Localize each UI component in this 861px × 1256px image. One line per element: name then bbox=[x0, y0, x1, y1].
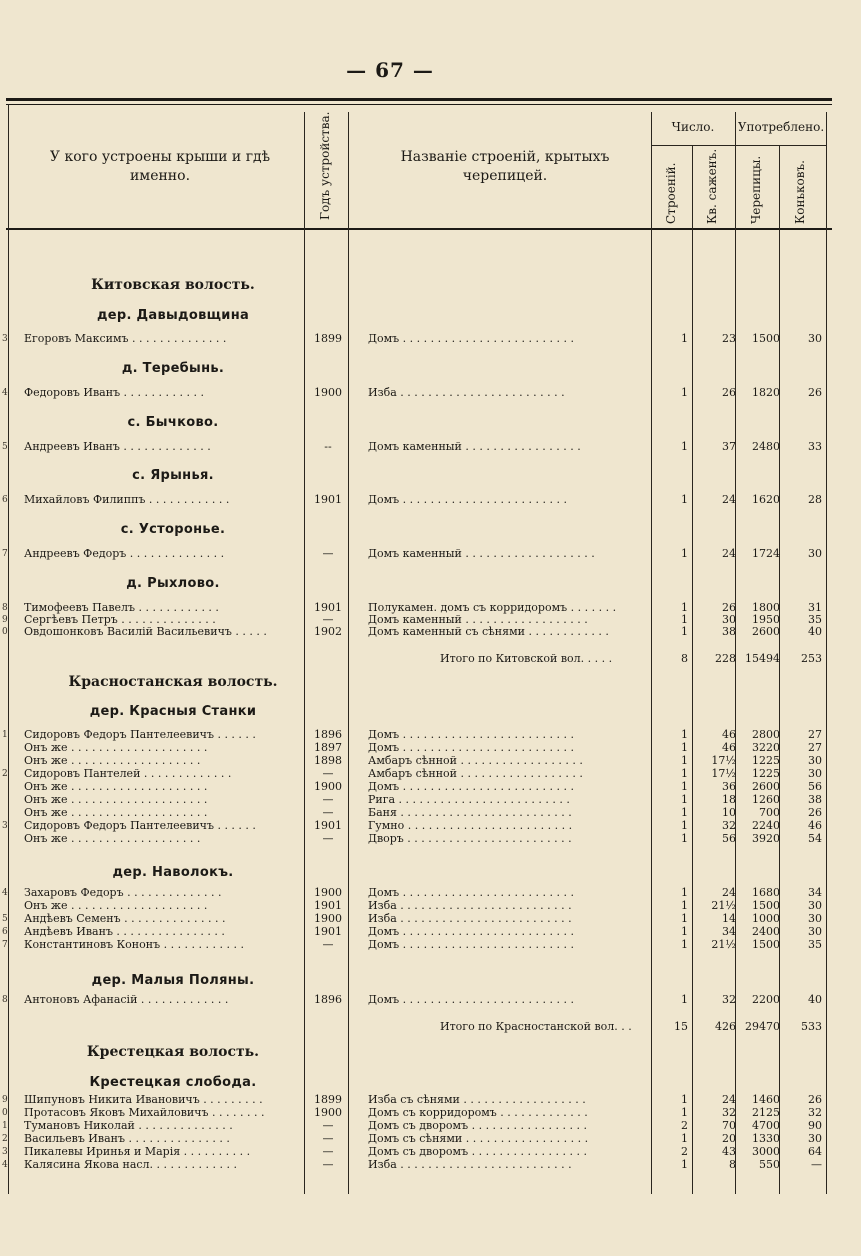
year-cell: -- bbox=[324, 440, 332, 453]
ridges-count: 26 bbox=[808, 806, 822, 819]
table-row bbox=[0, 741, 861, 755]
owner-name: Сергѣевъ Петръ . . . . . . . . . . . . . . bbox=[24, 613, 216, 626]
building-name: Домъ . . . . . . . . . . . . . . . . . . . . . . . . . bbox=[368, 780, 574, 793]
square-sazhen: 14 bbox=[722, 912, 736, 925]
buildings-count: 1 bbox=[681, 793, 688, 806]
year-cell: — bbox=[322, 1158, 334, 1171]
village-heading: дер. Наволокъ. bbox=[112, 865, 234, 880]
table-row bbox=[0, 806, 861, 820]
building-name: Домъ . . . . . . . . . . . . . . . . . . . . . . . . . bbox=[368, 741, 574, 754]
row-number: 5 bbox=[2, 442, 8, 452]
village-heading: с. Ярынья. bbox=[132, 468, 214, 483]
ridges-count: 30 bbox=[808, 754, 822, 767]
top-rule-thin bbox=[6, 104, 832, 105]
owner-name: Онъ же . . . . . . . . . . . . . . . . . . . . bbox=[24, 741, 208, 754]
square-sazhen: 17½ bbox=[711, 754, 736, 767]
row-number: 6 bbox=[2, 495, 8, 505]
owner-name: Сидоровъ Федоръ Пантелеевичъ . . . . . . bbox=[24, 728, 256, 741]
buildings-count: 1 bbox=[681, 728, 688, 741]
ridges-count: 35 bbox=[808, 938, 822, 951]
year-cell: 1898 bbox=[314, 754, 342, 767]
buildings-count: 2 bbox=[681, 1119, 688, 1132]
table-row bbox=[0, 386, 861, 400]
ridges-count: 90 bbox=[808, 1119, 822, 1132]
building-name: Домъ . . . . . . . . . . . . . . . . . . . . . . . . . bbox=[368, 728, 574, 741]
year-cell: 1896 bbox=[314, 728, 342, 741]
building-name: Домъ съ сѣнями . . . . . . . . . . . . . . . . . . bbox=[368, 1132, 589, 1145]
square-sazhen: 20 bbox=[722, 1132, 736, 1145]
village-heading: с. Бычково. bbox=[127, 415, 219, 430]
year-cell: — bbox=[322, 793, 334, 806]
tiles-count: 1225 bbox=[752, 754, 780, 767]
ridges-count: 30 bbox=[808, 912, 822, 925]
year-cell: 1900 bbox=[314, 386, 342, 399]
row-number: 2 bbox=[2, 1134, 8, 1144]
square-sazhen: 21½ bbox=[711, 938, 736, 951]
tiles-count: 1225 bbox=[752, 767, 780, 780]
square-sazhen: 46 bbox=[722, 741, 736, 754]
square-sazhen: 32 bbox=[722, 819, 736, 832]
header-count-buildings: Строеній. bbox=[664, 162, 678, 224]
year-cell: 1902 bbox=[314, 625, 342, 638]
buildings-count: 1 bbox=[681, 938, 688, 951]
tiles-count: 1460 bbox=[752, 1093, 780, 1106]
year-cell: 1896 bbox=[314, 993, 342, 1006]
buildings-count: 1 bbox=[681, 493, 688, 506]
row-number: 8 bbox=[2, 995, 8, 1005]
table-row bbox=[0, 1145, 861, 1159]
ridges-count: 26 bbox=[808, 1093, 822, 1106]
building-name: Домъ . . . . . . . . . . . . . . . . . . . . . . . . . bbox=[368, 938, 574, 951]
building-name: Амбаръ сѣнной . . . . . . . . . . . . . . . . . . bbox=[368, 754, 583, 767]
square-sazhen: 56 bbox=[722, 832, 736, 845]
table-row bbox=[0, 793, 861, 807]
row-number: 9 bbox=[2, 1095, 8, 1105]
owner-name: Овдошонковъ Василій Васильевичъ . . . . . bbox=[24, 625, 267, 638]
building-name: Домъ каменный . . . . . . . . . . . . . . . . . bbox=[368, 440, 581, 453]
year-cell: 1900 bbox=[314, 912, 342, 925]
total-buildings: 15 bbox=[674, 1020, 688, 1033]
ridges-count: 35 bbox=[808, 613, 822, 626]
total-label: Итого по Китовской вол. . . . . bbox=[440, 652, 613, 665]
tiles-count: 1950 bbox=[752, 613, 780, 626]
buildings-count: 1 bbox=[681, 993, 688, 1006]
buildings-count: 1 bbox=[681, 440, 688, 453]
table-row bbox=[0, 1106, 861, 1120]
buildings-count: 1 bbox=[681, 1106, 688, 1119]
building-name: Амбаръ сѣнной . . . . . . . . . . . . . . . . . . bbox=[368, 767, 583, 780]
square-sazhen: 26 bbox=[722, 601, 736, 614]
owner-name: Федоровъ Иванъ . . . . . . . . . . . . bbox=[24, 386, 204, 399]
year-cell: — bbox=[322, 832, 334, 845]
table-row bbox=[0, 912, 861, 926]
square-sazhen: 34 bbox=[722, 925, 736, 938]
table-row bbox=[0, 819, 861, 833]
header-used-group: Употреблено. bbox=[737, 120, 825, 134]
buildings-count: 1 bbox=[681, 1093, 688, 1106]
village-heading: дер. Малыя Поляны. bbox=[91, 973, 255, 988]
buildings-count: 1 bbox=[681, 625, 688, 638]
building-name: Домъ каменный съ сѣнями . . . . . . . . . . . . bbox=[368, 625, 609, 638]
owner-name: Андреевъ Федоръ . . . . . . . . . . . . . . bbox=[24, 547, 225, 560]
ridges-count: 38 bbox=[808, 793, 822, 806]
tiles-count: 3000 bbox=[752, 1145, 780, 1158]
building-name: Домъ каменный . . . . . . . . . . . . . . . . . . bbox=[368, 613, 588, 626]
square-sazhen: 24 bbox=[722, 1093, 736, 1106]
row-number: 4 bbox=[2, 1160, 8, 1170]
square-sazhen: 10 bbox=[722, 806, 736, 819]
tiles-count: 1500 bbox=[752, 899, 780, 912]
tiles-count: 1000 bbox=[752, 912, 780, 925]
table-row bbox=[0, 754, 861, 768]
year-cell: 1901 bbox=[314, 601, 342, 614]
total-row bbox=[0, 652, 861, 666]
building-name: Домъ . . . . . . . . . . . . . . . . . . . . . . . . . bbox=[368, 925, 574, 938]
owner-name: Тумановъ Николай . . . . . . . . . . . . . . bbox=[24, 1119, 233, 1132]
tiles-count: 2200 bbox=[752, 993, 780, 1006]
table-row bbox=[0, 332, 861, 346]
ridges-count: 64 bbox=[808, 1145, 822, 1158]
buildings-count: 1 bbox=[681, 754, 688, 767]
village-heading: Крестецкая слобода. bbox=[89, 1075, 257, 1090]
tiles-count: 2240 bbox=[752, 819, 780, 832]
table-row bbox=[0, 728, 861, 742]
square-sazhen: 21½ bbox=[711, 899, 736, 912]
building-name: Рига . . . . . . . . . . . . . . . . . . . . . . . . . bbox=[368, 793, 570, 806]
square-sazhen: 24 bbox=[722, 547, 736, 560]
square-sazhen: 30 bbox=[722, 613, 736, 626]
table-row bbox=[0, 440, 861, 454]
tiles-count: 2800 bbox=[752, 728, 780, 741]
tiles-count: 550 bbox=[759, 1158, 780, 1171]
row-number: 3 bbox=[2, 821, 8, 831]
row-number: 6 bbox=[2, 927, 8, 937]
buildings-count: 1 bbox=[681, 886, 688, 899]
buildings-count: 1 bbox=[681, 832, 688, 845]
header-used-ridges: Коньковъ. bbox=[793, 160, 807, 224]
tiles-count: 2600 bbox=[752, 625, 780, 638]
tiles-count: 1330 bbox=[752, 1132, 780, 1145]
owner-name: Андреевъ Иванъ . . . . . . . . . . . . . bbox=[24, 440, 211, 453]
row-number: 0 bbox=[2, 1108, 8, 1118]
square-sazhen: 26 bbox=[722, 386, 736, 399]
header-rule bbox=[6, 228, 832, 230]
owner-name: Онъ же . . . . . . . . . . . . . . . . . . . bbox=[24, 832, 201, 845]
header-year: Годъ устройства. bbox=[318, 111, 332, 220]
year-cell: — bbox=[322, 806, 334, 819]
square-sazhen: 70 bbox=[722, 1119, 736, 1132]
buildings-count: 1 bbox=[681, 767, 688, 780]
square-sazhen: 43 bbox=[722, 1145, 736, 1158]
ridges-count: 30 bbox=[808, 1132, 822, 1145]
year-cell: 1901 bbox=[314, 819, 342, 832]
col-line-6 bbox=[779, 145, 780, 1194]
ridges-count: 32 bbox=[808, 1106, 822, 1119]
year-cell: 1901 bbox=[314, 493, 342, 506]
square-sazhen: 32 bbox=[722, 1106, 736, 1119]
row-number: 7 bbox=[2, 940, 8, 950]
owner-name: Васильевъ Иванъ . . . . . . . . . . . . . . . bbox=[24, 1132, 230, 1145]
year-cell: — bbox=[322, 767, 334, 780]
ridges-count: 33 bbox=[808, 440, 822, 453]
owner-name: Захаровъ Федоръ . . . . . . . . . . . . . . bbox=[24, 886, 222, 899]
total-buildings: 8 bbox=[681, 652, 688, 665]
tiles-count: 1260 bbox=[752, 793, 780, 806]
buildings-count: 1 bbox=[681, 1158, 688, 1171]
header-count-sq: Кв. саженъ. bbox=[705, 148, 719, 224]
tiles-count: 4700 bbox=[752, 1119, 780, 1132]
building-name: Домъ . . . . . . . . . . . . . . . . . . . . . . . . bbox=[368, 493, 567, 506]
row-number: 9 bbox=[2, 615, 8, 625]
table-row bbox=[0, 1119, 861, 1133]
owner-name: Андѣевъ Иванъ . . . . . . . . . . . . . . . . bbox=[24, 925, 225, 938]
volost-heading: Красностанская волость. bbox=[68, 674, 278, 690]
building-name: Изба . . . . . . . . . . . . . . . . . . . . . . . . bbox=[368, 386, 565, 399]
building-name: Домъ съ корридоромъ . . . . . . . . . . . . . bbox=[368, 1106, 588, 1119]
year-cell: 1900 bbox=[314, 1106, 342, 1119]
square-sazhen: 23 bbox=[722, 332, 736, 345]
header-subrule bbox=[652, 145, 826, 146]
buildings-count: 1 bbox=[681, 547, 688, 560]
building-name: Изба . . . . . . . . . . . . . . . . . . . . . . . . . bbox=[368, 899, 572, 912]
row-number: 5 bbox=[2, 914, 8, 924]
tiles-count: 3920 bbox=[752, 832, 780, 845]
owner-name: Протасовъ Яковъ Михайловичъ . . . . . . . . bbox=[24, 1106, 265, 1119]
tiles-count: 1800 bbox=[752, 601, 780, 614]
ridges-count: 54 bbox=[808, 832, 822, 845]
owner-name: Онъ же . . . . . . . . . . . . . . . . . . . . bbox=[24, 793, 208, 806]
square-sazhen: 46 bbox=[722, 728, 736, 741]
table-row bbox=[0, 1093, 861, 1107]
year-cell: 1900 bbox=[314, 886, 342, 899]
ridges-count: 26 bbox=[808, 386, 822, 399]
year-cell: — bbox=[322, 613, 334, 626]
ridges-count: 27 bbox=[808, 741, 822, 754]
buildings-count: 1 bbox=[681, 925, 688, 938]
year-cell: 1897 bbox=[314, 741, 342, 754]
table-row bbox=[0, 832, 861, 846]
buildings-count: 1 bbox=[681, 741, 688, 754]
tiles-count: 2600 bbox=[752, 780, 780, 793]
building-name: Баня . . . . . . . . . . . . . . . . . . . . . . . . . bbox=[368, 806, 572, 819]
total-ridges: 253 bbox=[801, 652, 822, 665]
tiles-count: 1680 bbox=[752, 886, 780, 899]
building-name: Полукамен. домъ съ корридоромъ . . . . . . . bbox=[368, 601, 617, 614]
header-count-group: Число. bbox=[671, 120, 715, 134]
total-row bbox=[0, 1020, 861, 1034]
buildings-count: 1 bbox=[681, 899, 688, 912]
buildings-count: 1 bbox=[681, 601, 688, 614]
owner-name: Калясина Якова насл. . . . . . . . . . . . . bbox=[24, 1158, 237, 1171]
owner-name: Пикалевы Иринья и Марія . . . . . . . . . . bbox=[24, 1145, 251, 1158]
owner-name: Константиновъ Кононъ . . . . . . . . . . . . bbox=[24, 938, 244, 951]
year-cell: — bbox=[322, 1119, 334, 1132]
building-name: Домъ . . . . . . . . . . . . . . . . . . . . . . . . . bbox=[368, 886, 574, 899]
building-name: Домъ каменный . . . . . . . . . . . . . . . . . . . bbox=[368, 547, 595, 560]
ridges-count: 56 bbox=[808, 780, 822, 793]
tiles-count: 1724 bbox=[752, 547, 780, 560]
buildings-count: 1 bbox=[681, 780, 688, 793]
year-cell: 1900 bbox=[314, 780, 342, 793]
ridges-count: 30 bbox=[808, 332, 822, 345]
ridges-count: 28 bbox=[808, 493, 822, 506]
buildings-count: 1 bbox=[681, 819, 688, 832]
village-heading: дер. Давыдовщина bbox=[96, 308, 250, 323]
ridges-count: 30 bbox=[808, 767, 822, 780]
total-sq: 228 bbox=[715, 652, 736, 665]
buildings-count: 1 bbox=[681, 386, 688, 399]
total-ridges: 533 bbox=[801, 1020, 822, 1033]
owner-name: Онъ же . . . . . . . . . . . . . . . . . . . . bbox=[24, 780, 208, 793]
table-row bbox=[0, 780, 861, 794]
square-sazhen: 24 bbox=[722, 493, 736, 506]
tiles-count: 1620 bbox=[752, 493, 780, 506]
village-heading: д. Теребынь. bbox=[121, 361, 225, 376]
top-rule bbox=[6, 98, 832, 101]
row-number: 2 bbox=[2, 769, 8, 779]
tiles-count: 1500 bbox=[752, 332, 780, 345]
village-heading: дер. Красныя Станки bbox=[89, 704, 257, 719]
buildings-count: 1 bbox=[681, 806, 688, 819]
ridges-count: 30 bbox=[808, 899, 822, 912]
total-tiles: 15494 bbox=[745, 652, 780, 665]
buildings-count: 1 bbox=[681, 912, 688, 925]
row-number: 0 bbox=[2, 627, 8, 637]
row-number: 4 bbox=[2, 388, 8, 398]
year-cell: — bbox=[322, 1145, 334, 1158]
owner-name: Сидоровъ Пантелей . . . . . . . . . . . . . bbox=[24, 767, 232, 780]
table-row bbox=[0, 1132, 861, 1146]
building-name: Домъ съ дворомъ . . . . . . . . . . . . . . . . . bbox=[368, 1119, 587, 1132]
ridges-count: 30 bbox=[808, 547, 822, 560]
year-cell: — bbox=[322, 547, 334, 560]
owner-name: Антоновъ Афанасій . . . . . . . . . . . . . bbox=[24, 993, 229, 1006]
ridges-count: 46 bbox=[808, 819, 822, 832]
building-name: Домъ . . . . . . . . . . . . . . . . . . . . . . . . . bbox=[368, 332, 574, 345]
row-number: 4 bbox=[2, 888, 8, 898]
village-heading: с. Усторонье. bbox=[120, 522, 226, 537]
building-name: Гумно . . . . . . . . . . . . . . . . . . . . . . . . bbox=[368, 819, 573, 832]
building-name: Изба . . . . . . . . . . . . . . . . . . . . . . . . . bbox=[368, 912, 572, 925]
ridges-count: 31 bbox=[808, 601, 822, 614]
ridges-count: 34 bbox=[808, 886, 822, 899]
volost-heading: Крестецкая волость. bbox=[86, 1044, 260, 1060]
tiles-count: 3220 bbox=[752, 741, 780, 754]
year-cell: 1899 bbox=[314, 332, 342, 345]
volost-heading: Китовская волость. bbox=[91, 277, 255, 293]
tiles-count: 2125 bbox=[752, 1106, 780, 1119]
buildings-count: 2 bbox=[681, 1145, 688, 1158]
square-sazhen: 8 bbox=[729, 1158, 736, 1171]
owner-name: Сидоровъ Федоръ Пантелеевичъ . . . . . . bbox=[24, 819, 256, 832]
owner-name: Онъ же . . . . . . . . . . . . . . . . . . . . bbox=[24, 806, 208, 819]
owner-name: Михайловъ Филиппъ . . . . . . . . . . . . bbox=[24, 493, 230, 506]
table-row bbox=[0, 925, 861, 939]
year-cell: 1899 bbox=[314, 1093, 342, 1106]
owner-name: Шипуновъ Никита Ивановичъ . . . . . . . . . bbox=[24, 1093, 263, 1106]
year-cell: — bbox=[322, 938, 334, 951]
total-sq: 426 bbox=[715, 1020, 736, 1033]
row-number: 8 bbox=[2, 603, 8, 613]
tiles-count: 700 bbox=[759, 806, 780, 819]
table-row bbox=[0, 1158, 861, 1172]
row-number: 1 bbox=[2, 1121, 8, 1131]
table-row bbox=[0, 767, 861, 781]
owner-name: Онъ же . . . . . . . . . . . . . . . . . . . . bbox=[24, 899, 208, 912]
village-heading: д. Рыхлово. bbox=[126, 576, 220, 591]
year-cell: — bbox=[322, 1132, 334, 1145]
header-owner: У кого устроены крыши и гдѣ именно. bbox=[49, 149, 271, 184]
square-sazhen: 38 bbox=[722, 625, 736, 638]
row-number: 3 bbox=[2, 334, 8, 344]
table-row bbox=[0, 886, 861, 900]
row-number: 7 bbox=[2, 549, 8, 559]
table-row bbox=[0, 899, 861, 913]
building-name: Домъ . . . . . . . . . . . . . . . . . . . . . . . . . bbox=[368, 993, 574, 1006]
table-row bbox=[0, 993, 861, 1007]
header-used-tiles: Черепицы. bbox=[749, 155, 763, 224]
building-name: Изба съ сѣнями . . . . . . . . . . . . . . . . . . bbox=[368, 1093, 586, 1106]
owner-name: Андѣевъ Семенъ . . . . . . . . . . . . . . . bbox=[24, 912, 226, 925]
square-sazhen: 32 bbox=[722, 993, 736, 1006]
row-number: 1 bbox=[2, 730, 8, 740]
year-cell: 1901 bbox=[314, 899, 342, 912]
square-sazhen: 18 bbox=[722, 793, 736, 806]
square-sazhen: 37 bbox=[722, 440, 736, 453]
owner-name: Онъ же . . . . . . . . . . . . . . . . . . . bbox=[24, 754, 201, 767]
owner-name: Тимофеевъ Павелъ . . . . . . . . . . . . bbox=[24, 601, 219, 614]
buildings-count: 1 bbox=[681, 1132, 688, 1145]
square-sazhen: 17½ bbox=[711, 767, 736, 780]
buildings-count: 1 bbox=[681, 613, 688, 626]
building-name: Изба . . . . . . . . . . . . . . . . . . . . . . . . . bbox=[368, 1158, 572, 1171]
building-name: Дворъ . . . . . . . . . . . . . . . . . . . . . . . . bbox=[368, 832, 572, 845]
table-row bbox=[0, 547, 861, 561]
table-row bbox=[0, 625, 861, 639]
square-sazhen: 36 bbox=[722, 780, 736, 793]
ridges-count: 27 bbox=[808, 728, 822, 741]
building-name: Домъ съ дворомъ . . . . . . . . . . . . . . . . . bbox=[368, 1145, 587, 1158]
ridges-count: 30 bbox=[808, 925, 822, 938]
table-row bbox=[0, 493, 861, 507]
total-label: Итого по Красностанской вол. . . bbox=[440, 1020, 632, 1033]
tiles-count: 2400 bbox=[752, 925, 780, 938]
col-line-4 bbox=[692, 145, 693, 1194]
owner-name: Егоровъ Максимъ . . . . . . . . . . . . . . bbox=[24, 332, 227, 345]
tiles-count: 2480 bbox=[752, 440, 780, 453]
year-cell: 1901 bbox=[314, 925, 342, 938]
square-sazhen: 24 bbox=[722, 886, 736, 899]
total-tiles: 29470 bbox=[745, 1020, 780, 1033]
tiles-count: 1820 bbox=[752, 386, 780, 399]
buildings-count: 1 bbox=[681, 332, 688, 345]
ridges-count: — bbox=[811, 1158, 822, 1171]
row-number: 3 bbox=[2, 1147, 8, 1157]
ridges-count: 40 bbox=[808, 625, 822, 638]
ridges-count: 40 bbox=[808, 993, 822, 1006]
table-row bbox=[0, 938, 861, 952]
page-number: — 67 — bbox=[346, 58, 434, 82]
header-building: Названіе строеній, крытыхъ черепицей. bbox=[400, 149, 610, 184]
tiles-count: 1500 bbox=[752, 938, 780, 951]
